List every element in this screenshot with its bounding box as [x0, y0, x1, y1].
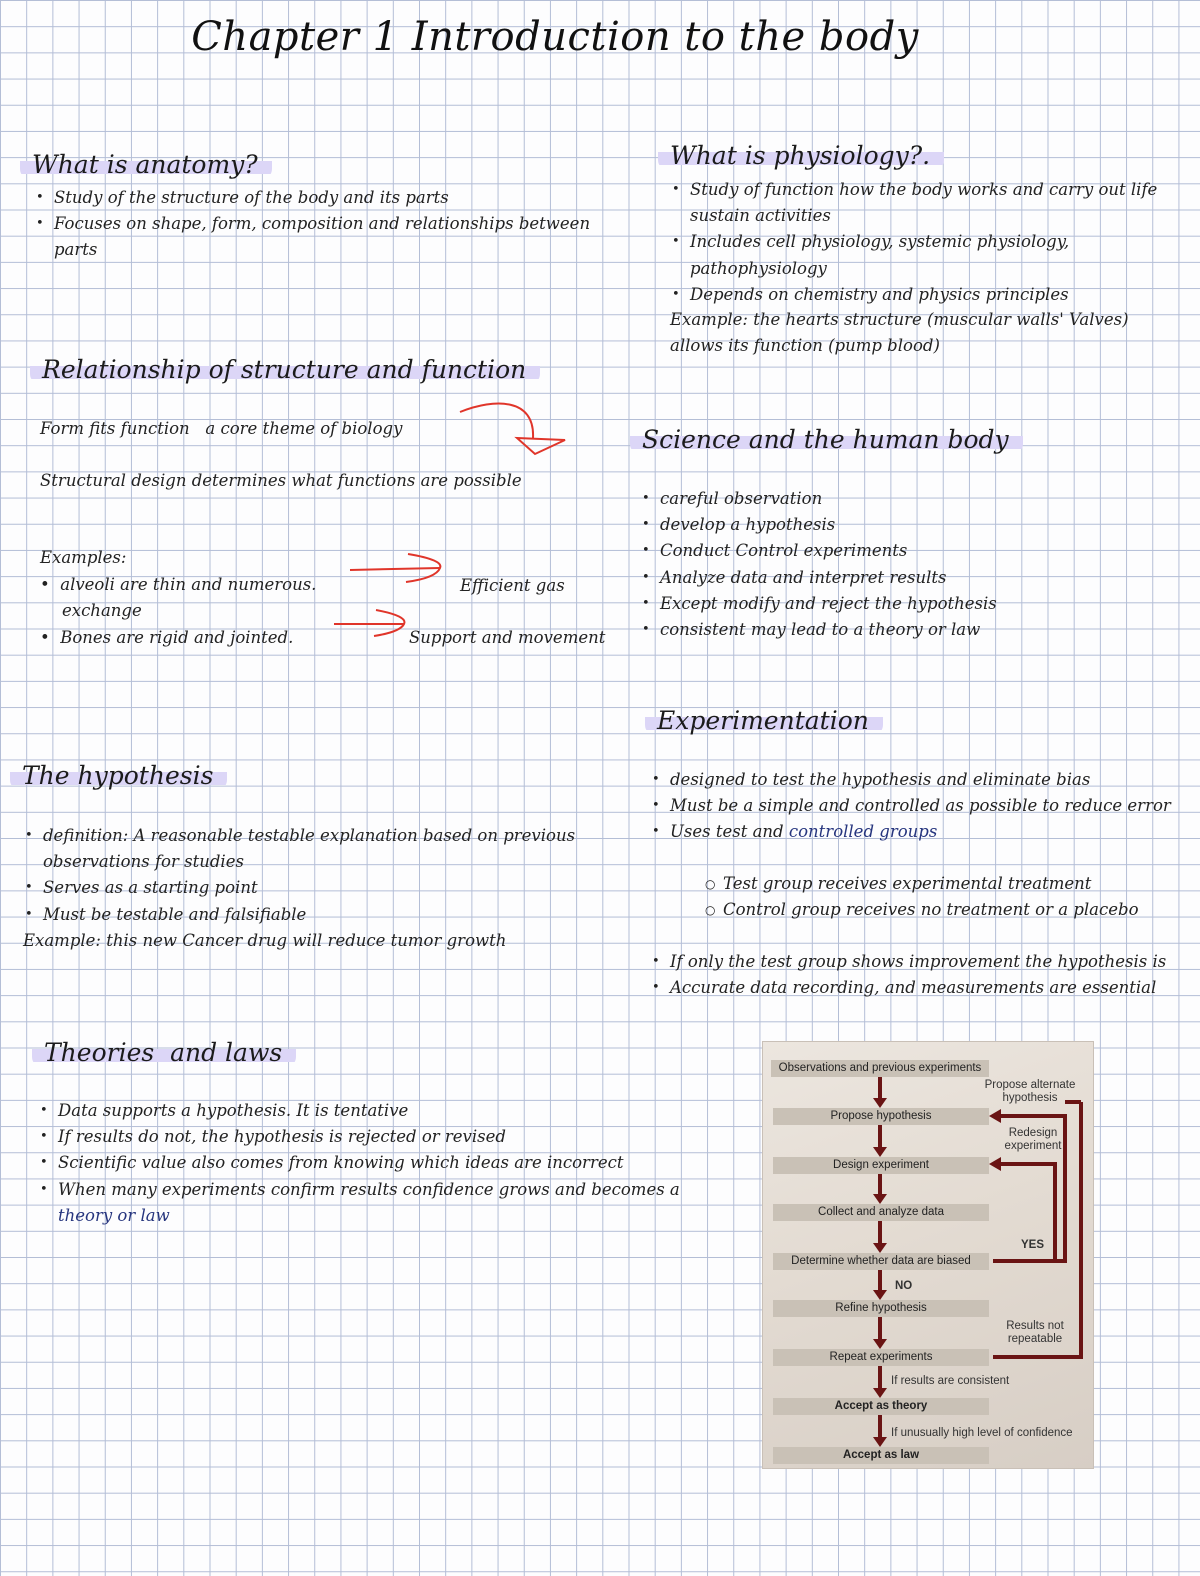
flow-label-consistent: If results are consistent: [891, 1375, 1010, 1387]
list-item: • Must be a simple and controlled as possible to reduce error: [650, 793, 1198, 819]
list-item: • Data supports a hypothesis. It is tentative: [38, 1098, 738, 1124]
arrow-right-icon: [348, 550, 448, 586]
experimentation-list-2: [650, 949, 1198, 1001]
experimentation-heading: Experimentation: [645, 706, 883, 735]
list-item: • If only the test group shows improvement the hypothesis is: [650, 949, 1198, 975]
flow-step: Accept as law: [773, 1447, 989, 1464]
hypothesis-example: Example: this new Cancer drug will reduce tumor growth: [23, 931, 507, 950]
list-item: • consistent may lead to a theory or law: [640, 617, 1180, 643]
physiology-example-1: Example: the hearts structure (muscular walls' Valves): [670, 310, 1129, 329]
list-item: • Accurate data recording, and measurements are essential: [650, 975, 1198, 1001]
curved-arrow-icon: [455, 398, 575, 460]
list-item: • Scientific value also comes from knowing which ideas are incorrect: [38, 1150, 738, 1176]
arrow-right-icon: [332, 606, 412, 640]
anatomy-heading: What is anatomy?: [20, 150, 272, 179]
list-item: • designed to test the hypothesis and eliminate bias: [650, 767, 1198, 793]
list-item-text: Uses test and: [670, 822, 789, 842]
experimentation-sublist: [703, 871, 1183, 923]
list-item: • Conduct Control experiments: [640, 538, 1180, 564]
example-2: • Bones are rigid and jointed.: [40, 628, 294, 647]
example-2-result: Support and movement: [409, 628, 606, 647]
flow-step: Observations and previous experiments: [771, 1060, 989, 1077]
flow-label-alternate: Propose alternate hypothesis: [984, 1079, 1076, 1104]
example-2-text: Bones are rigid and jointed.: [60, 628, 294, 647]
examples-label: Examples:: [40, 548, 127, 567]
list-item: • If results do not, the hypothesis is rejected or revised: [38, 1124, 738, 1150]
controlled-groups-link: controlled groups: [788, 822, 938, 842]
flow-step: Accept as theory: [773, 1398, 989, 1415]
physiology-heading: What is physiology?.: [658, 141, 944, 170]
example-1-wrap: exchange: [62, 601, 142, 620]
list-item: • definition: A reasonable testable explanation based on previous observations for studies: [23, 823, 613, 875]
physiology-list: [670, 177, 1160, 308]
list-item: ○ Test group receives experimental treatment: [703, 871, 1183, 897]
flow-step: Design experiment: [773, 1157, 989, 1174]
physiology-example-2: allows its function (pump blood): [670, 336, 940, 355]
list-item: [650, 819, 1198, 845]
list-item-text: When many experiments confirm results confidence grows and becomes a: [58, 1179, 680, 1199]
list-item: • Includes cell physiology, systemic physiology, pathophysiology: [670, 229, 1160, 281]
list-item: ○ Control group receives no treatment or a placebo: [703, 897, 1183, 923]
list-item: • Depends on chemistry and physics principles: [670, 282, 1160, 308]
list-item: • Must be testable and falsifiable: [23, 902, 613, 928]
experimentation-list: [650, 767, 1198, 846]
example-1: • alveoli are thin and numerous.: [40, 575, 317, 594]
flowchart-arrows-icon: [763, 1042, 1093, 1468]
hypothesis-heading: The hypothesis: [10, 761, 227, 790]
list-item: • Serves as a starting point: [23, 875, 613, 901]
list-item: • Study of the structure of the body and its parts: [34, 185, 634, 211]
flow-step: Collect and analyze data: [773, 1204, 989, 1221]
example-1-text: alveoli are thin and numerous.: [60, 575, 317, 594]
page-title: Chapter 1 Introduction to the body: [191, 14, 919, 60]
theories-list: [38, 1098, 738, 1229]
hypothesis-list: [23, 823, 613, 928]
example-1-result: Efficient gas: [460, 576, 565, 595]
flow-label-confidence: If unusually high level of confidence: [891, 1427, 1073, 1439]
structure-function-heading: Relationship of structure and function: [30, 355, 540, 384]
form-fits-function-text: Form fits function a core theme of biology: [40, 419, 403, 438]
flow-label-redesign: Redesign experiment: [1004, 1127, 1062, 1152]
science-list: [640, 486, 1180, 643]
flow-label-yes: YES: [1021, 1239, 1045, 1251]
theory-or-law-link: theory or law: [58, 1205, 170, 1225]
list-item: [38, 1177, 738, 1229]
list-item: • develop a hypothesis: [640, 512, 1180, 538]
list-item: • Analyze data and interpret results: [640, 565, 1180, 591]
structural-design-text: Structural design determines what functions are possible: [40, 471, 522, 490]
list-item: • Focuses on shape, form, composition and relationships between parts: [34, 211, 634, 263]
flow-step: Refine hypothesis: [773, 1300, 989, 1317]
flow-step: Propose hypothesis: [773, 1108, 989, 1125]
scientific-method-flowchart: [762, 1041, 1094, 1469]
flow-label-no: NO: [895, 1280, 913, 1292]
list-item: • careful observation: [640, 486, 1180, 512]
flow-step: Repeat experiments: [773, 1349, 989, 1366]
science-heading: Science and the human body: [630, 425, 1023, 454]
flow-step: Determine whether data are biased: [773, 1253, 989, 1270]
list-item: • Study of function how the body works and carry out life sustain activities: [670, 177, 1160, 229]
anatomy-list: [34, 185, 634, 264]
theories-heading: Theories and laws: [32, 1038, 296, 1067]
flow-label-not-repeatable: Results not repeatable: [1006, 1320, 1064, 1345]
list-item: • Except modify and reject the hypothesis: [640, 591, 1180, 617]
